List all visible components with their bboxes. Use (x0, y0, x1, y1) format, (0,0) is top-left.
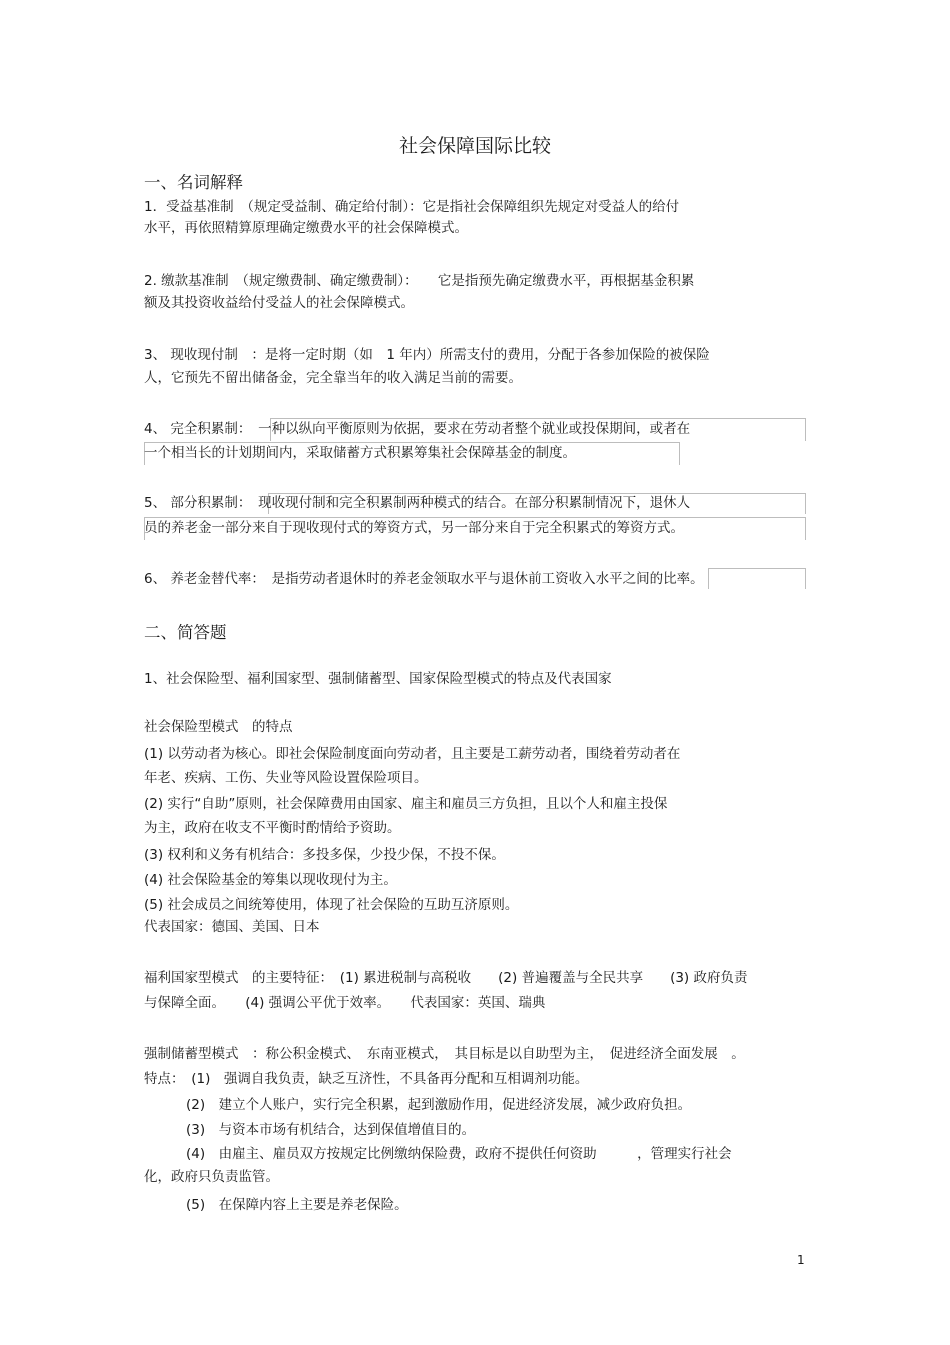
text-line: 为主，政府在收支不平衡时酌情给予资助。 (144, 820, 401, 836)
section-heading-short-answer: 二、简答题 (144, 623, 227, 642)
text-line: (2) 建立个人账户，实行完全积累，起到激励作用，促进经济发展，减少政府负担。 (186, 1097, 692, 1113)
text-line: 人，它预先不留出储备金，完全靠当年的收入满足当前的需要。 (144, 370, 522, 386)
text-line: (3) 权利和义务有机结合：多投多保，少投少保，不投不保。 (144, 847, 505, 863)
text-line: 年老、疾病、工伤、失业等风险设置保险项目。 (144, 770, 428, 786)
text-line: (2) 实行“自助”原则，社会保障费用由国家、雇主和雇员三方负担，且以个人和雇主投保 (144, 796, 668, 812)
text-frame (708, 568, 806, 589)
text-line: 特点： (1) 强调自我负责，缺乏互济性，不具备再分配和互相调剂功能。 (144, 1071, 589, 1087)
text-line: 1．受益基准制 （规定受益制、确定给付制）：它是指社会保障组织先规定对受益人的给付 (144, 199, 680, 215)
question-line: 1、社会保险型、福利国家型、强制储蓄型、国家保险型模式的特点及代表国家 (144, 671, 612, 687)
text-line: 额及其投资收益给付受益人的社会保障模式。 (144, 295, 414, 311)
page-title: 社会保障国际比较 (398, 135, 551, 157)
text-line: 社会保险型模式 的特点 (144, 719, 293, 735)
text-line: 代表国家：德国、美国、日本 (144, 919, 320, 935)
text-line: (4) 社会保险基金的筹集以现收现付为主。 (144, 872, 397, 888)
text-line: 水平，再依照精算原理确定缴费水平的社会保障模式。 (144, 220, 468, 236)
text-line: (5) 在保障内容上主要是养老保险。 (186, 1197, 408, 1213)
text-line: 强制储蓄型模式 ：称公积金模式、 东南亚模式， 其目标是以自助型为主， 促进经济全面发展 。 (144, 1046, 745, 1062)
text-line: 与保障全面。 (4) 强调公平优于效率。 代表国家：英国、瑞典 (144, 995, 546, 1011)
text-line: 6、 养老金替代率： 是指劳动者退休时的养老金领取水平与退休前工资收入水平之间的比率。 (144, 571, 704, 587)
text-line: 2. 缴款基准制 （规定缴费制、确定缴费制）： 它是指预先确定缴费水平，再根据基金积累 (144, 273, 695, 289)
text-line: 化，政府只负责监管。 (144, 1169, 279, 1185)
text-line: (5) 社会成员之间统筹使用，体现了社会保险的互助互济原则。 (144, 897, 519, 913)
section-heading-definitions: 一、名词解释 (144, 173, 243, 192)
text-line: 一个相当长的计划期间内，采取储蓄方式积累筹集社会保障基金的制度。 (144, 445, 576, 461)
page-number: 1 (797, 1253, 805, 1267)
text-line: 5、 部分积累制： 现收现付制和完全积累制两种模式的结合。在部分积累制情况下，退休人 (144, 495, 691, 511)
text-line: 4、 完全积累制： 一种以纵向平衡原则为依据，要求在劳动者整个就业或投保期间，或者在 (144, 421, 691, 437)
text-line: (1) 以劳动者为核心。即社会保险制度面向劳动者，且主要是工薪劳动者，围绕着劳动者在 (144, 746, 681, 762)
text-line: 员的养老金一部分来自于现收现付式的筹资方式，另一部分来自于完全积累式的筹资方式。 (144, 520, 684, 536)
text-line: (3) 与资本市场有机结合，达到保值增值目的。 (186, 1122, 476, 1138)
text-line: (4) 由雇主、雇员双方按规定比例缴纳保险费，政府不提供任何资助 ，管理实行社会 (186, 1146, 732, 1162)
text-line: 福利国家型模式 的主要特征： (1) 累进税制与高税收 (2) 普遍覆盖与全民共享 (3) 政府负责 (144, 970, 748, 986)
text-line: 3、 现收现付制 ：是将一定时期（如 1 年内）所需支付的费用，分配于各参加保险的被保险 (144, 347, 710, 363)
